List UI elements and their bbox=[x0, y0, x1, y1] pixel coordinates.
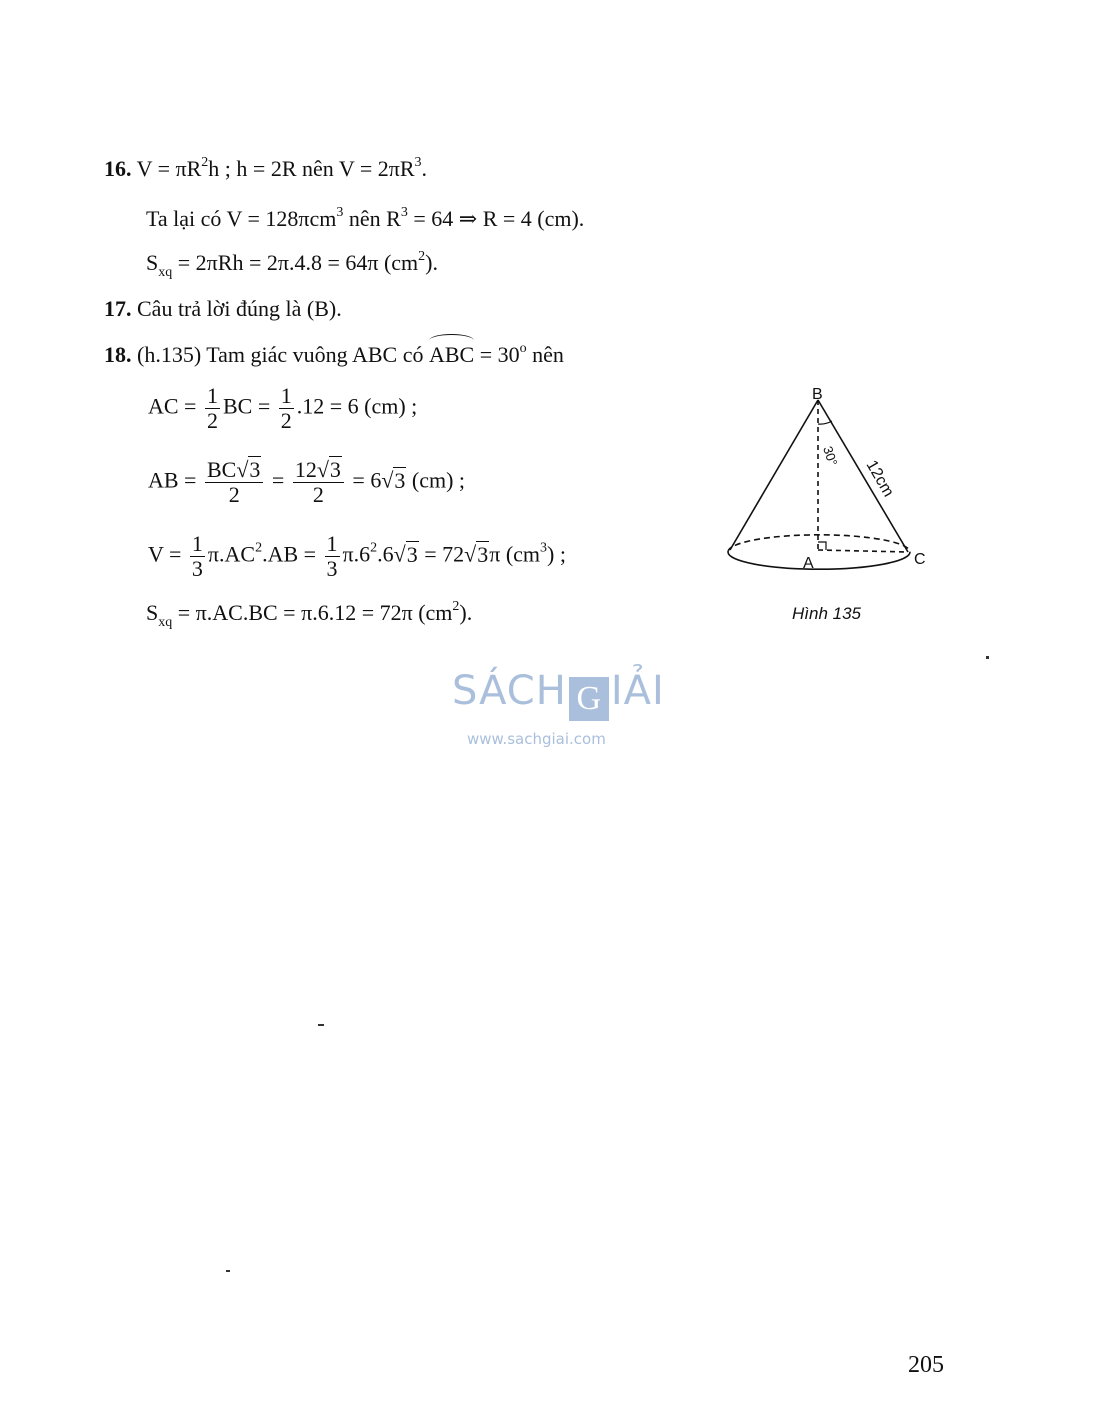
text: = π.AC.BC = π.6.12 = 72π (cm bbox=[172, 600, 453, 625]
radicand: 3 bbox=[329, 457, 341, 482]
fraction bbox=[205, 458, 263, 507]
page-number: 205 bbox=[908, 1352, 944, 1378]
angle-abc: ABC bbox=[428, 342, 475, 367]
right-angle-mark bbox=[818, 542, 826, 550]
radicand: 3 bbox=[394, 467, 406, 493]
text: BC bbox=[206, 457, 237, 482]
superscript: 3 bbox=[400, 205, 408, 220]
watermark-url: www.sachgiai.com bbox=[467, 730, 606, 748]
superscript: 2 bbox=[370, 540, 378, 556]
text: = 64 ⇒ R = 4 (cm). bbox=[407, 206, 585, 231]
exercise-17-text: Câu trả lời đúng là (B). bbox=[137, 296, 342, 321]
text: h ; h = 2R nên V = 2πR bbox=[208, 156, 415, 181]
numerator: 1 bbox=[191, 531, 203, 556]
text: . bbox=[421, 156, 428, 181]
cone-radius-line bbox=[818, 550, 908, 552]
label-a: A bbox=[803, 555, 814, 572]
superscript: 2 bbox=[255, 540, 263, 556]
denominator: 3 bbox=[326, 556, 338, 581]
radicand: 3 bbox=[249, 457, 261, 482]
text: .6 bbox=[377, 541, 394, 567]
denominator: 2 bbox=[228, 482, 240, 507]
exercise-16-line-2 bbox=[146, 206, 584, 232]
exercise-18-ab-line: AB = $\frac{BC√3}{2}$ = $\frac{12√3}{2}$ = 6√3 (cm) ; bbox=[148, 457, 466, 507]
cone-left-edge bbox=[730, 400, 818, 550]
watermark-logo bbox=[452, 668, 665, 721]
cone-right-edge bbox=[818, 400, 908, 552]
text: (cm) ; bbox=[406, 467, 466, 493]
side-label: 12cm bbox=[862, 457, 897, 500]
denominator: 2 bbox=[206, 408, 218, 433]
text: nên bbox=[526, 342, 564, 367]
text: = 72 bbox=[418, 541, 465, 567]
exercise-18-number: 18. bbox=[104, 342, 132, 367]
fraction bbox=[205, 384, 220, 433]
exercise-16-number: 16. bbox=[104, 156, 132, 181]
radicand: 3 bbox=[406, 541, 418, 567]
numerator: 12√3 bbox=[293, 458, 344, 483]
superscript: 3 bbox=[540, 540, 548, 556]
text: BC = bbox=[222, 393, 271, 419]
watermark-logo-icon: G bbox=[569, 677, 609, 721]
angle-label: 30° bbox=[820, 444, 841, 468]
exercise-18-volume-line: V = $\frac{1}{3}$ $\pi.AC^2.AB$ = $\frac{1}{3}$ $\pi.6^2.6√3 = 72√3\pi$ $(cm^3)$ ; bbox=[148, 531, 566, 581]
text: ). bbox=[425, 250, 438, 275]
cone-base-front-arc bbox=[728, 552, 910, 569]
denominator: 2 bbox=[280, 408, 292, 433]
label-c: C bbox=[914, 551, 926, 568]
text: nên R bbox=[343, 206, 401, 231]
text: = 2πRh = 2π.4.8 = 64π (cm bbox=[172, 250, 419, 275]
watermark-text-left: SÁCH bbox=[452, 668, 567, 714]
watermark-text-right: IẢI bbox=[610, 668, 665, 714]
subscript: xq bbox=[158, 615, 173, 630]
text: V = bbox=[148, 541, 182, 567]
exercise-16-line-1 bbox=[104, 156, 427, 182]
text: ) ; bbox=[547, 541, 566, 567]
exercise-18-area-line bbox=[146, 599, 473, 630]
fraction bbox=[325, 532, 340, 581]
scan-speck bbox=[226, 1270, 230, 1272]
exercise-17-number: 17. bbox=[104, 296, 132, 321]
text: AB = bbox=[148, 467, 197, 493]
text: ). bbox=[459, 600, 473, 625]
superscript: 2 bbox=[452, 599, 460, 614]
text: π.6 bbox=[342, 541, 371, 567]
scan-speck bbox=[318, 1024, 324, 1026]
text: .12 = 6 (cm) ; bbox=[296, 393, 418, 419]
subscript: xq bbox=[158, 265, 173, 280]
text: Ta lại có V = 128πcm bbox=[146, 206, 337, 231]
cone-figure bbox=[720, 380, 950, 640]
exercise-17 bbox=[104, 296, 342, 322]
text: = 30 bbox=[474, 342, 520, 367]
numerator: 1 bbox=[326, 531, 338, 556]
scan-speck bbox=[986, 656, 989, 659]
superscript: 3 bbox=[414, 155, 422, 170]
label-b: B bbox=[812, 386, 823, 403]
superscript: 2 bbox=[201, 155, 209, 170]
fraction bbox=[279, 384, 294, 433]
numerator: BC√3 bbox=[205, 458, 263, 483]
superscript: 3 bbox=[336, 205, 344, 220]
text: S bbox=[146, 250, 159, 275]
superscript: 2 bbox=[418, 249, 426, 264]
denominator: 2 bbox=[312, 482, 324, 507]
text: V = πR bbox=[136, 156, 202, 181]
figure-caption: Hình 135 bbox=[792, 604, 861, 623]
fraction bbox=[190, 532, 205, 581]
text: .AB = bbox=[262, 541, 317, 567]
numerator: 1 bbox=[206, 383, 218, 408]
denominator: 3 bbox=[191, 556, 203, 581]
text: S bbox=[146, 600, 159, 625]
angle-arc bbox=[818, 421, 832, 424]
text: = 6 bbox=[352, 467, 382, 493]
radicand: 3 bbox=[477, 541, 489, 567]
text: = bbox=[271, 467, 285, 493]
fraction bbox=[293, 458, 344, 507]
text: 12 bbox=[294, 457, 317, 482]
exercise-18-intro bbox=[104, 342, 564, 368]
text: (h.135) Tam giác vuông ABC có bbox=[137, 342, 429, 367]
text: AC = bbox=[148, 393, 197, 419]
exercise-16-line-3 bbox=[146, 249, 438, 280]
text: π.AC bbox=[207, 541, 256, 567]
numerator: 1 bbox=[280, 383, 292, 408]
degree-superscript: o bbox=[519, 341, 527, 356]
exercise-18-ac-line bbox=[148, 384, 417, 433]
text: π (cm bbox=[489, 541, 541, 567]
